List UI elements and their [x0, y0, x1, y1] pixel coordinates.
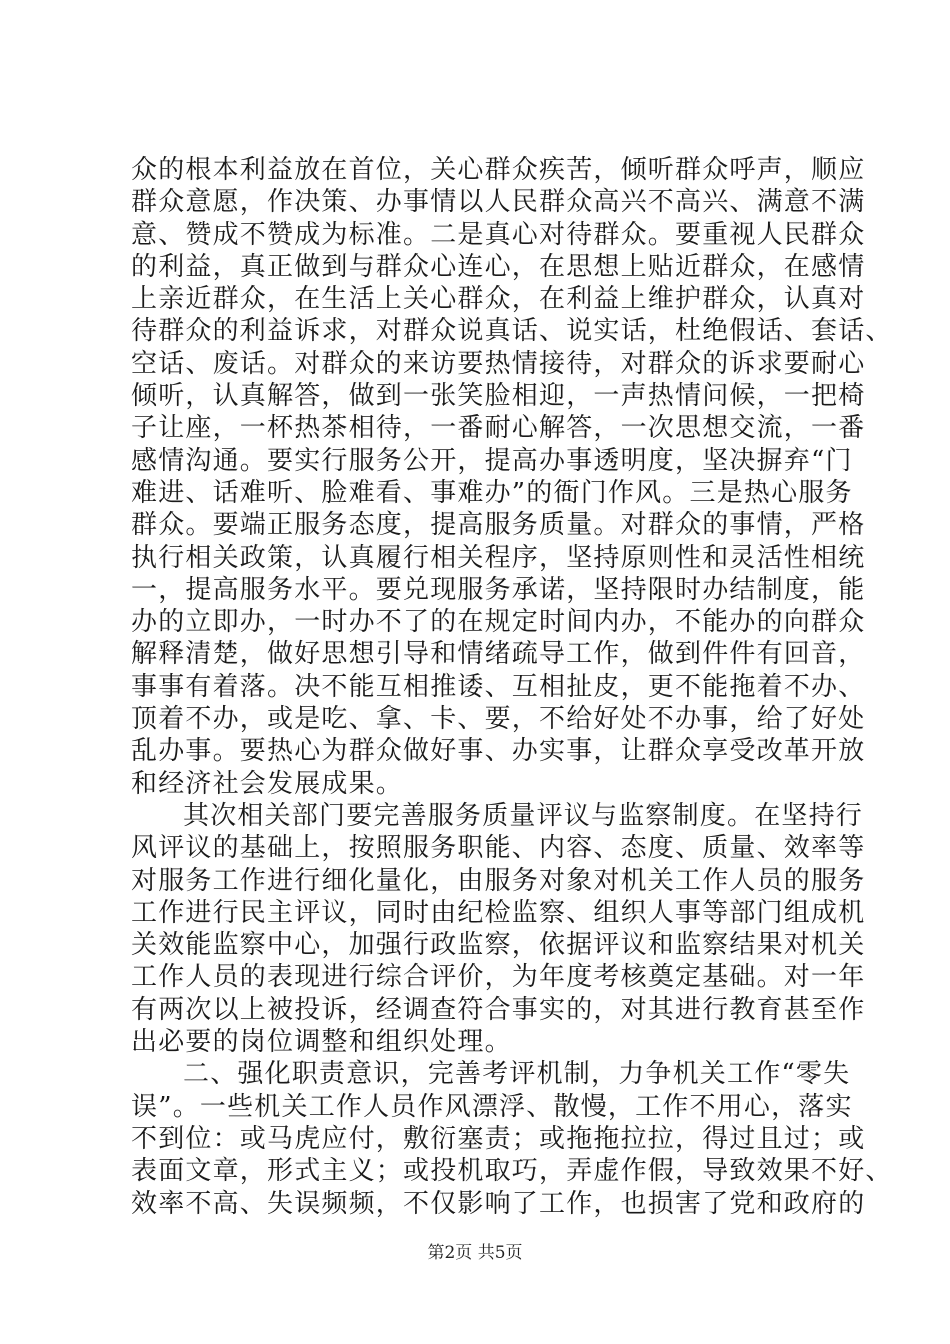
text-line: 工作人员的表现进行综合评价，为年度考核奠定基础。对一年 [131, 962, 866, 993]
text-line: 执行相关政策，认真履行相关程序，坚持原则性和灵活性相统 [131, 542, 866, 573]
page-number-footer: 第2页 共5页 [427, 1243, 523, 1263]
text-line: 待群众的利益诉求，对群众说真话、说实话，杜绝假话、套话、 [131, 316, 893, 347]
text-line: 对服务工作进行细化量化，由服务对象对机关工作人员的服务 [131, 865, 866, 896]
text-line: 众的根本利益放在首位，关心群众疾苦，倾听群众呼声，顺应 [131, 155, 866, 185]
text-line: 群众意愿，作决策、办事情以人民群众高兴不高兴、满意不满 [131, 187, 866, 218]
text-line: 有两次以上被投诉，经调查符合事实的，对其进行教育甚至作 [131, 994, 866, 1025]
text-line: 效率不高、失误频频，不仅影响了工作，也损害了党和政府的 [131, 1188, 866, 1219]
text-line: 倾听，认真解答，做到一张笑脸相迎，一声热情问候，一把椅 [131, 381, 866, 412]
text-line: 和经济社会发展成果。 [131, 768, 404, 799]
text-line: 群众。要端正服务态度，提高服务质量。对群众的事情，严格 [131, 510, 866, 541]
text-line: 误”。一些机关工作人员作风漂浮、散慢，工作不用心，落实 [131, 1091, 853, 1122]
paragraph-first-line: 其次相关部门要完善服务质量评议与监察制度。在坚持行 [183, 800, 864, 831]
paragraph-first-line: 二、强化职责意识，完善考评机制，力争机关工作“零失 [183, 1059, 851, 1090]
text-line: 难进、话难听、脸难看、事难办”的衙门作风。三是热心服务 [131, 477, 853, 508]
text-line: 表面文章，形式主义；或投机取巧，弄虚作假，导致效果不好、 [131, 1156, 893, 1187]
text-line: 出必要的岗位调整和组织处理。 [131, 1027, 512, 1058]
text-line: 解释清楚，做好思想引导和情绪疏导工作，做到件件有回音， [131, 639, 866, 670]
text-line: 的利益，真正做到与群众心连心，在思想上贴近群众，在感情 [131, 251, 866, 282]
text-line: 上亲近群众，在生活上关心群众，在利益上维护群众，认真对 [131, 284, 866, 315]
text-line: 空话、废话。对群众的来访要热情接待，对群众的诉求要耐心 [131, 348, 866, 379]
text-line: 工作进行民主评议，同时由纪检监察、组织人事等部门组成机 [131, 897, 866, 928]
body-text [131, 154, 893, 1220]
text-line: 子让座，一杯热茶相待，一番耐心解答，一次思想交流，一番 [131, 413, 866, 444]
text-line: 意、赞成不赞成为标准。二是真心对待群众。要重视人民群众 [131, 219, 866, 250]
text-line: 事事有着落。决不能互相推诿、互相扯皮，更不能拖着不办、 [131, 671, 866, 702]
text-line: 顶着不办，或是吃、拿、卡、要，不给好处不办事，给了好处 [131, 704, 866, 735]
text-line: 办的立即办，一时办不了的在规定时间内办，不能办的向群众 [131, 607, 866, 638]
text-line: 不到位：或马虎应付，敷衍塞责；或拖拖拉拉，得过且过；或 [131, 1123, 866, 1154]
text-line: 关效能监察中心，加强行政监察，依据评议和监察结果对机关 [131, 930, 866, 961]
text-line: 感情沟通。要实行服务公开，提高办事透明度，坚决摒弃“门 [131, 445, 853, 476]
text-line: 乱办事。要热心为群众做好事、办实事，让群众享受改革开放 [131, 736, 866, 767]
text-line: 一，提高服务水平。要兑现服务承诺，坚持限时办结制度，能 [131, 574, 866, 605]
text-line: 风评议的基础上，按照服务职能、内容、态度、质量、效率等 [131, 833, 866, 864]
